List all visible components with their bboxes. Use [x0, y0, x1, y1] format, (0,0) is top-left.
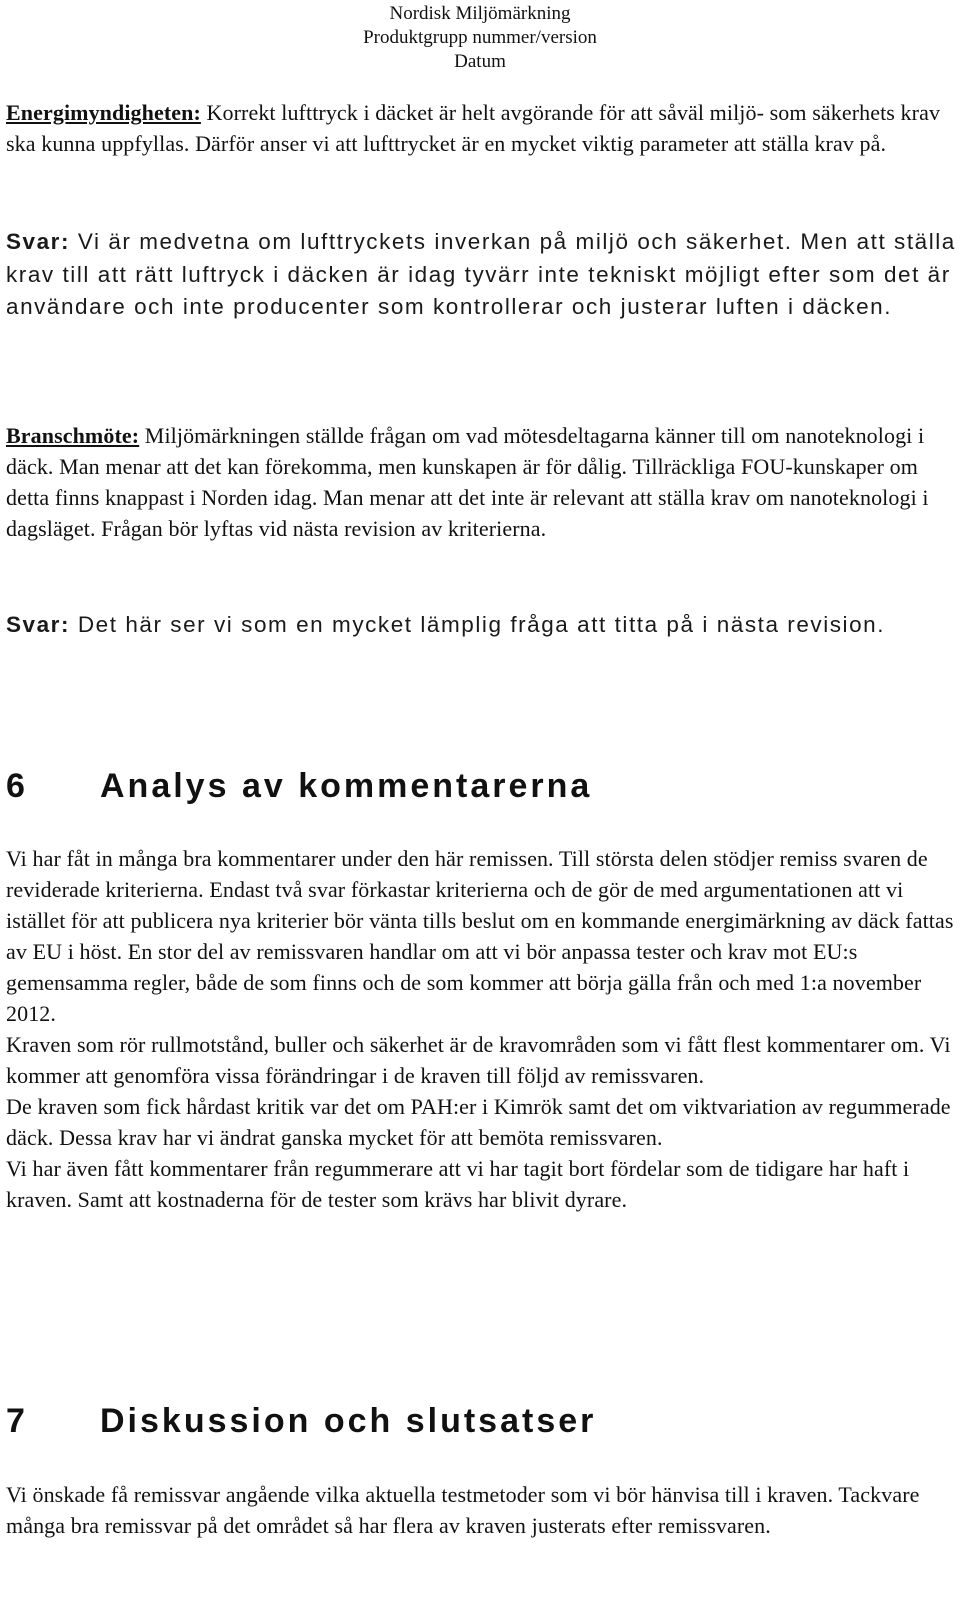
comment-branschmote — [6, 420, 956, 544]
page-header — [0, 2, 960, 74]
commenter-label: Energimyndigheten: — [6, 100, 201, 125]
paragraph: De kraven som fick hårdast kritik var det om PAH:er i Kimrök samt det om viktvariation av regummerade däck. Dessa krav har vi ändrat ganska mycket för att bemöta remissvaren. — [6, 1094, 951, 1150]
paragraph: Vi har även fått kommentarer från regummerare att vi har tagit bort fördelar som de tidigare har haft i kraven. Samt att kostnaderna för de tester som krävs har blivit dyrare. — [6, 1156, 910, 1212]
answer-label: Svar: — [6, 612, 71, 637]
answer-branschmote — [6, 609, 956, 642]
section-7-heading — [6, 1402, 596, 1441]
comment-text: Korrekt lufttryck i däcket är helt avgörande för att såväl miljö- som säkerhets krav ska kunna uppfyllas. Därför anser vi att lufttrycket är en mycket viktig parameter att ställa krav på. — [6, 100, 941, 156]
section-6-heading — [6, 767, 592, 806]
section-6-body — [6, 843, 956, 1215]
section-number: 6 — [6, 767, 28, 805]
answer-text: Det här ser vi som en mycket lämplig fråga att titta på i nästa revision. — [70, 612, 886, 637]
comment-energimyndigheten — [6, 97, 956, 159]
paragraph: Kraven som rör rullmotstånd, buller och säkerhet är de kravområden som vi fått flest kommentarer om. Vi kommer att genomföra vissa förändringar i de kraven till följd av remissvaren. — [6, 1032, 951, 1088]
section-7-body — [6, 1479, 956, 1541]
section-title: Diskussion och slutsatser — [100, 1402, 597, 1440]
header-product-group: Produktgrupp nummer/version — [363, 27, 597, 48]
paragraph: Vi har fåt in många bra kommentarer under den här remissen. Till största delen stödjer remiss svaren de reviderade kriterierna. Endast två svar förkastar kriterierna och de gör de med argumentationen att vi istället för att publicera nya kriterier bör vänta tills beslut om en kommande energimärkning av däck fattas av EU i höst. En stor del av remissvaren handlar om att vi bör anpassa tester och krav mot EU:s gemensamma regler, både de som finns och de som kommer att börja gälla från och med 1:a november 2012. — [6, 846, 954, 1026]
section-number: 7 — [6, 1402, 28, 1440]
comment-text: Miljömärkningen ställde frågan om vad mötesdeltagarna känner till om nanoteknologi i däck. Man menar att det kan förekomma, men kunskapen är för dålig. Tillräckliga FOU-kunskaper om detta finns knappast i Norden idag. Man menar att det inte är relevant att ställa krav om nanoteknologi i dagsläget. Frågan bör lyftas vid nästa revision av kriterierna. — [6, 423, 929, 541]
paragraph: Vi önskade få remissvar angående vilka aktuella testmetoder som vi bör hänvisa till i kraven. Tackvare många bra remissvar på det området så har flera av kraven justerats efter remissvaren. — [6, 1482, 920, 1538]
commenter-label: Branschmöte: — [6, 423, 140, 448]
answer-energimyndigheten — [6, 226, 956, 324]
section-title: Analys av kommentarerna — [100, 767, 593, 805]
header-date: Datum — [454, 51, 506, 72]
answer-label: Svar: — [6, 229, 71, 254]
header-organization: Nordisk Miljömärkning — [389, 3, 571, 24]
answer-text: Vi är medvetna om lufttryckets inverkan på miljö och säkerhet. Men att ställa krav till att rätt luftryck i däcken är idag tyvärr inte tekniskt möjligt efter som det är användare och inte producenter som kontrollerar och justerar luften i däcken. — [6, 229, 956, 319]
